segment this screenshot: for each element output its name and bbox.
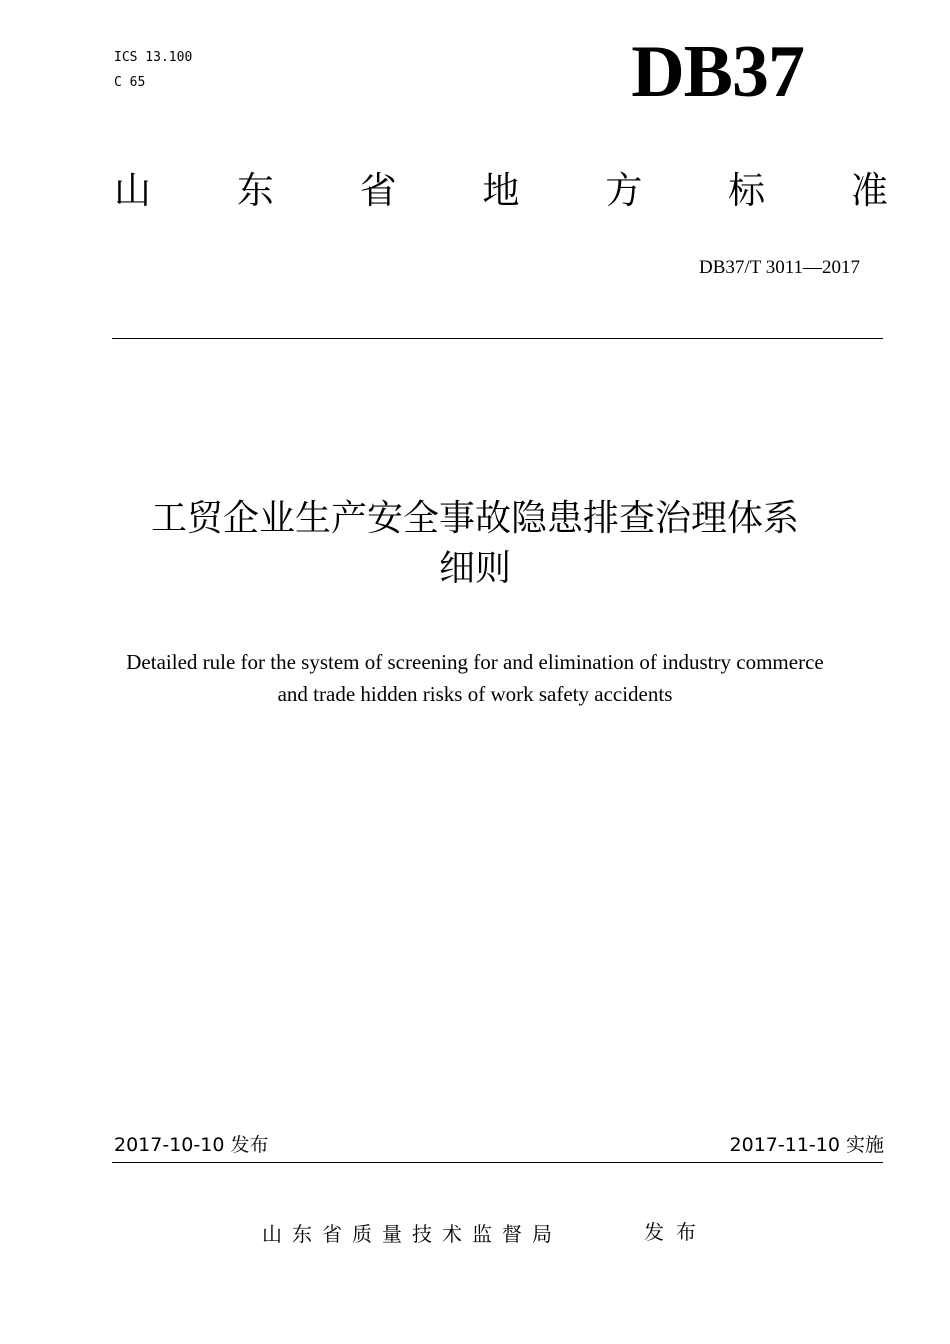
standard-type-char: 准 (850, 169, 888, 212)
chinese-title-line-1: 工贸企业生产安全事故隐患排查治理体系 (150, 498, 799, 539)
standard-type-char: 山 (114, 169, 151, 212)
chinese-title (60, 494, 890, 594)
implementation-date: 2017-11-10 实施 (729, 1134, 884, 1156)
standard-type-char: 标 (728, 169, 766, 212)
english-title (60, 646, 890, 710)
ics-code: ICS 13.100 (114, 50, 193, 65)
standard-number: DB37/T 3011—2017 (699, 257, 860, 278)
issue-date: 2017-10-10 发布 (114, 1134, 269, 1156)
standard-type-char: 东 (236, 169, 274, 212)
standard-type-heading (114, 168, 888, 214)
english-title-line-1: Detailed rule for the system of screening for and elimination of industry commerce (126, 650, 824, 674)
standard-type-char: 方 (605, 169, 643, 212)
header-divider (112, 338, 883, 339)
standard-type-char: 地 (482, 169, 520, 212)
standard-type-char: 省 (359, 169, 397, 212)
issuing-authority: 山东省质量技术监督局 (262, 1222, 562, 1246)
ccs-code: C 65 (114, 75, 146, 90)
footer-divider (112, 1162, 883, 1163)
chinese-title-line-2: 细则 (438, 548, 511, 589)
publish-label: 发布 (644, 1220, 708, 1244)
english-title-line-2: and trade hidden risks of work safety accidents (277, 682, 673, 706)
standard-code-logo: DB37 (631, 31, 804, 113)
